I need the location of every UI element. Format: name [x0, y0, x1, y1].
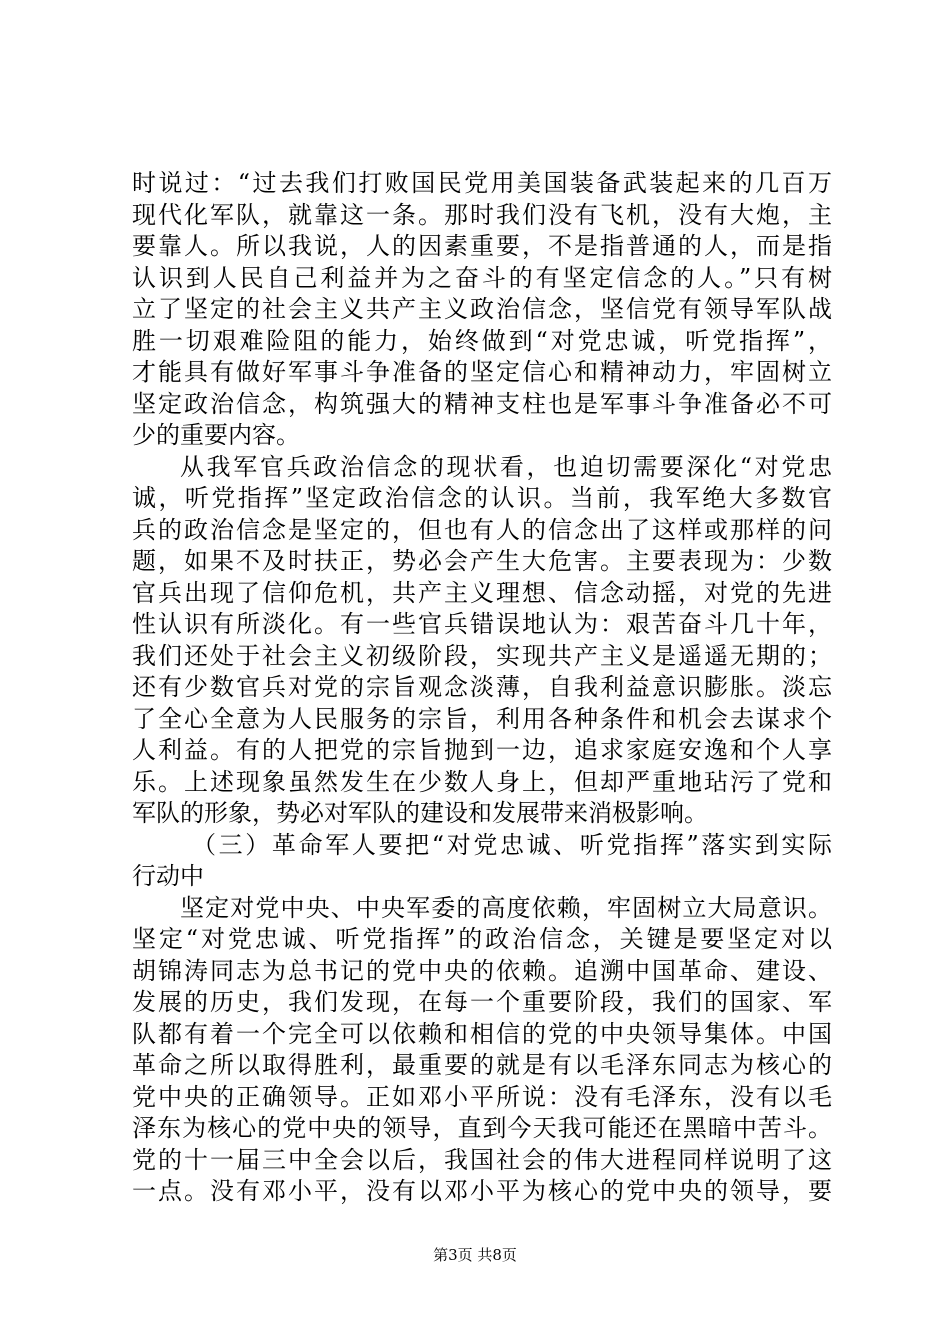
- text-line: 官兵出现了信仰危机，共产主义理想、信念动摇，对党的先进: [132, 578, 832, 607]
- text-line: 我们还处于社会主义初级阶段，实现共产主义是遥遥无期的；: [132, 641, 832, 670]
- text-line: 立了坚定的社会主义共产主义政治信念，坚信党有领导军队战: [132, 295, 832, 323]
- text-line: 人利益。有的人把党的宗旨抛到一边，追求家庭安逸和个人享: [132, 736, 832, 764]
- text-line: 兵的政治信念是坚定的，但也有人的信念出了这样或那样的问: [132, 515, 832, 544]
- text-line: 诚，听党指挥”坚定政治信念的认识。当前，我军绝大多数官: [132, 484, 832, 512]
- text-line: 胜一切艰难险阻的能力，始终做到“对党忠诚，听党指挥”，: [132, 326, 832, 355]
- section-heading-continued: 行动中: [132, 862, 204, 890]
- section-heading: （三）革命军人要把“对党忠诚、听党指挥”落实到实际: [192, 830, 832, 859]
- page-number: 第3页 共8页: [433, 1246, 517, 1264]
- text-line: 一点。没有邓小平，没有以邓小平为核心的党中央的领导，要: [132, 1177, 832, 1205]
- text-line: 队都有着一个完全可以依赖和相信的党的中央领导集体。中国: [132, 1019, 832, 1048]
- document-body: [132, 168, 832, 1208]
- text-line: 认识到人民自己利益并为之奋斗的有坚定信念的人。”只有树: [132, 263, 832, 292]
- paragraph-start-line: 从我军官兵政治信念的现状看，也迫切需要深化“对党忠: [180, 452, 832, 481]
- text-line: 现代化军队，就靠这一条。那时我们没有飞机，没有大炮，主: [132, 200, 832, 229]
- text-line: 少的重要内容。: [132, 421, 300, 449]
- text-line: 坚定政治信念，构筑强大的精神支柱也是军事斗争准备必不可: [132, 389, 832, 418]
- text-line: 要靠人。所以我说，人的因素重要，不是指普通的人，而是指: [132, 232, 832, 260]
- text-line: 军队的形象，势必对军队的建设和发展带来消极影响。: [132, 799, 708, 827]
- text-line: 性认识有所淡化。有一些官兵错误地认为：艰苦奋斗几十年，: [132, 610, 832, 638]
- text-line: 乐。上述现象虽然发生在少数人身上，但却严重地玷污了党和: [132, 767, 832, 796]
- text-line: 了全心全意为人民服务的宗旨，利用各种条件和机会去谋求个: [132, 704, 832, 733]
- text-line: 题，如果不及时扶正，势必会产生大危害。主要表现为：少数: [132, 547, 832, 575]
- text-line: 泽东为核心的党中央的领导，直到今天我可能还在黑暗中苦斗。: [132, 1114, 832, 1142]
- text-line: 坚定“对党忠诚、听党指挥”的政治信念，关键是要坚定对以: [132, 925, 832, 953]
- text-line: 革命之所以取得胜利，最重要的就是有以毛泽东同志为核心的: [132, 1051, 832, 1079]
- text-line: 还有少数官兵对党的宗旨观念淡薄，自我利益意识膨胀。淡忘: [132, 673, 832, 701]
- paragraph-start-line: 坚定对党中央、中央军委的高度依赖，牢固树立大局意识。: [180, 893, 832, 922]
- text-line: 发展的历史，我们发现，在每一个重要阶段，我们的国家、军: [132, 988, 832, 1016]
- text-line: 时说过：“过去我们打败国民党用美国装备武装起来的几百万: [132, 169, 832, 197]
- page-footer: [0, 1245, 950, 1265]
- text-line: 党的十一届三中全会以后，我国社会的伟大进程同样说明了这: [132, 1145, 832, 1174]
- text-line: 党中央的正确领导。正如邓小平所说：没有毛泽东，没有以毛: [132, 1082, 832, 1111]
- text-line: 才能具有做好军事斗争准备的坚定信心和精神动力，牢固树立: [132, 358, 832, 386]
- text-line: 胡锦涛同志为总书记的党中央的依赖。追溯中国革命、建设、: [132, 956, 832, 985]
